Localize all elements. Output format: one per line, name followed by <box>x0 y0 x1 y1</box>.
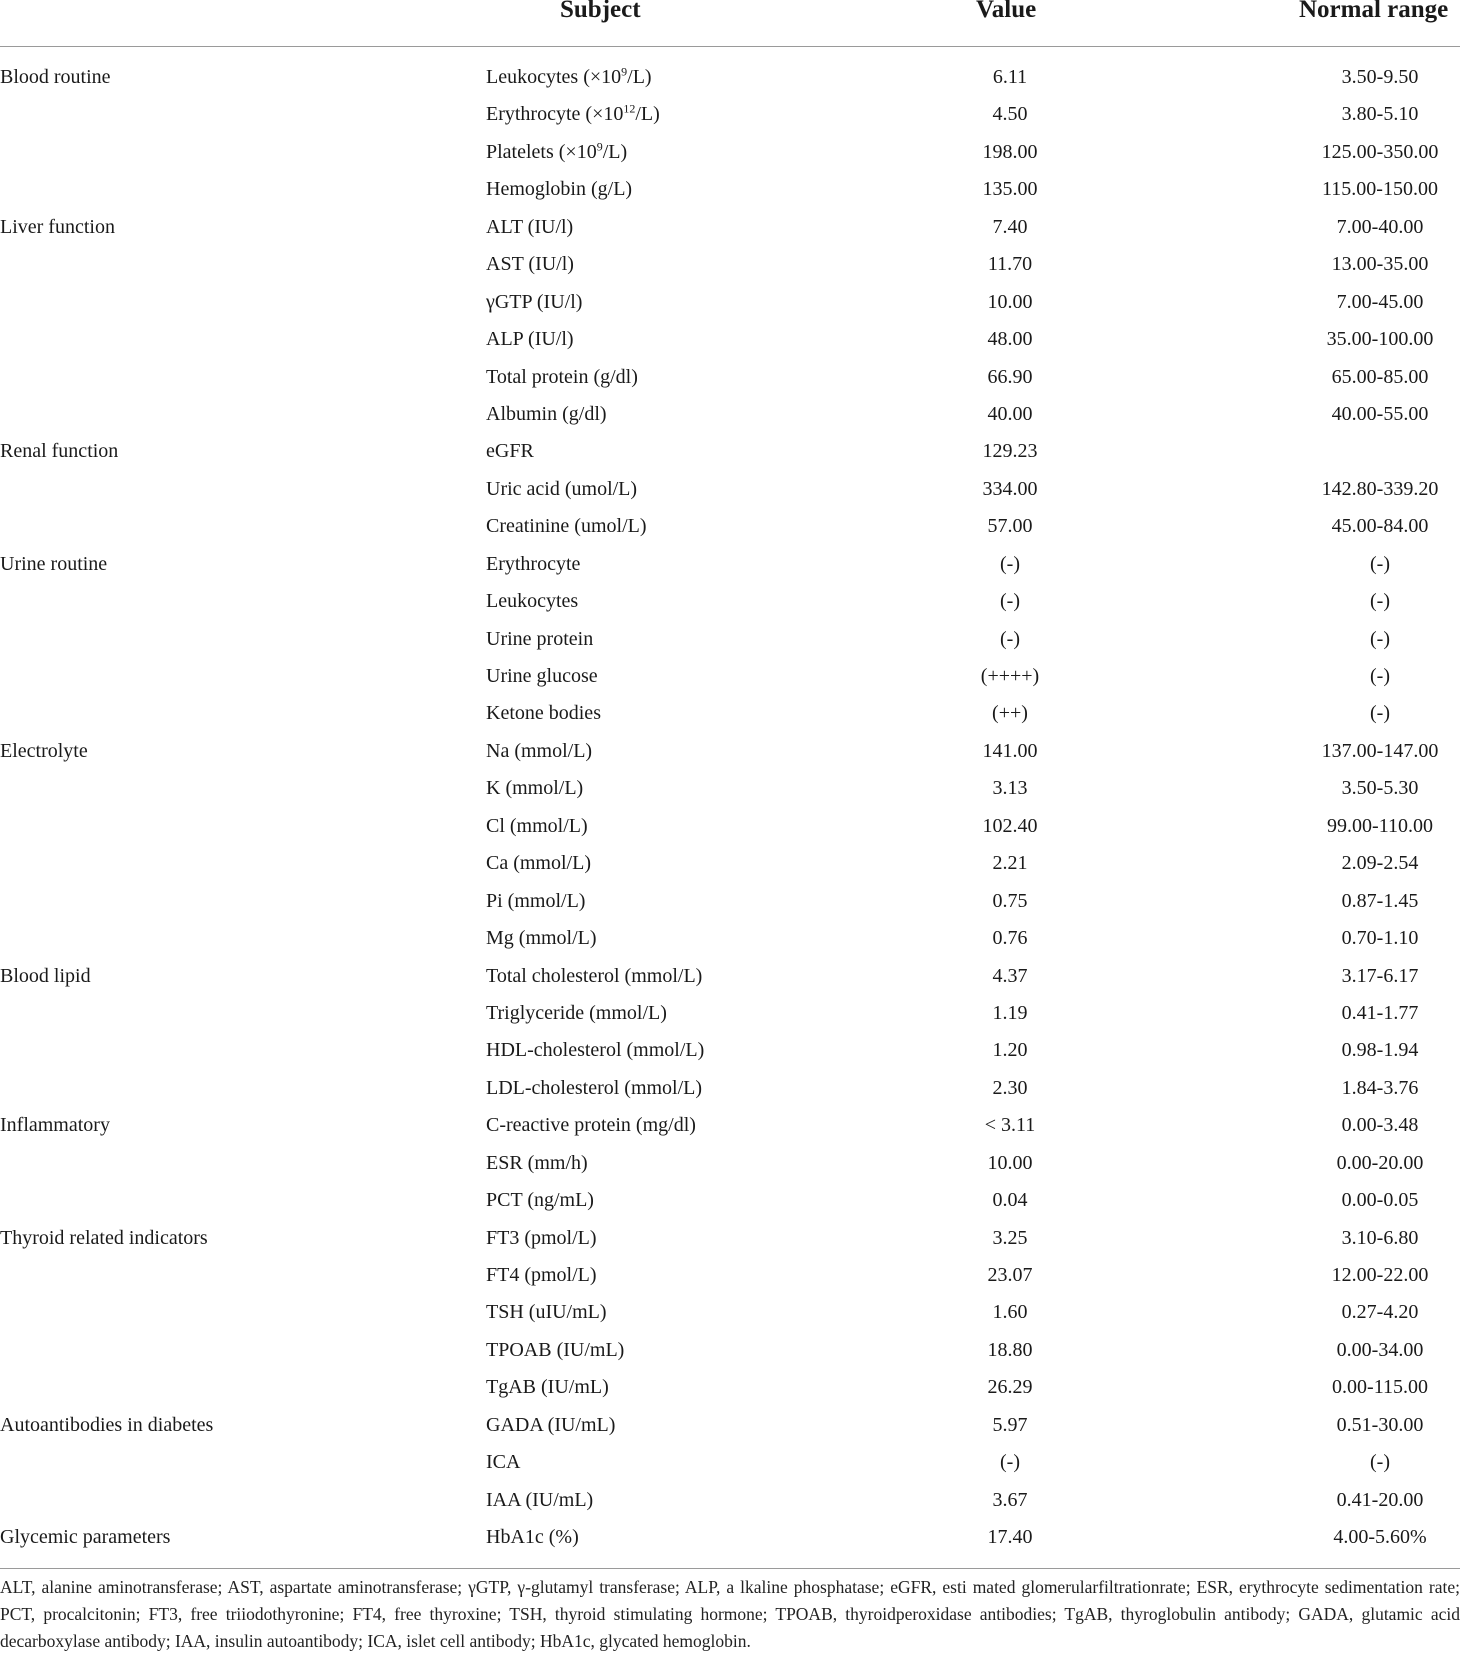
table-row <box>0 1220 1460 1257</box>
row-subject-unit-tail: /L) <box>635 103 660 126</box>
row-subject <box>486 808 588 845</box>
row-value: 1.19 <box>992 1001 1028 1024</box>
row-normal-range: 4.00-5.60% <box>1333 1526 1427 1549</box>
row-normal-range: 0.00-20.00 <box>1336 1151 1424 1174</box>
row-subject-text: C-reactive protein (mg/dl) <box>486 1114 696 1137</box>
row-subject <box>486 284 582 321</box>
table-row <box>0 96 1460 133</box>
row-subject <box>486 1145 588 1182</box>
table-row <box>0 396 1460 433</box>
header-normal-range: Normal range <box>1299 0 1449 23</box>
row-subject-text: Pi (mmol/L) <box>486 889 586 912</box>
table-row <box>0 1519 1460 1556</box>
row-subject <box>486 321 574 358</box>
header-subject: Subject <box>560 0 641 23</box>
table-header <box>0 0 1460 47</box>
row-subject-text: FT3 (pmol/L) <box>486 1226 597 1249</box>
row-subject <box>486 658 598 695</box>
table-row <box>0 1145 1460 1182</box>
row-normal-range: 115.00-150.00 <box>1322 178 1438 201</box>
row-normal-range: 2.09-2.54 <box>1341 852 1419 875</box>
row-category: Thyroid related indicators <box>0 1226 208 1249</box>
table-row <box>0 1182 1460 1219</box>
row-subject-text: Urine glucose <box>486 665 598 687</box>
row-value: (++) <box>992 702 1028 725</box>
table-row <box>0 59 1460 96</box>
row-subject <box>486 845 591 882</box>
row-normal-range: 142.80-339.20 <box>1321 477 1439 500</box>
row-subject-text: TSH (uIU/mL) <box>486 1301 607 1324</box>
row-value: (-) <box>1000 1451 1020 1474</box>
table-row <box>0 433 1460 470</box>
row-category: Renal function <box>0 440 119 463</box>
row-normal-range: 125.00-350.00 <box>1321 140 1439 163</box>
table-row <box>0 209 1460 246</box>
row-value: 0.04 <box>992 1189 1028 1212</box>
row-normal-range: 0.51-30.00 <box>1336 1413 1424 1436</box>
row-subject-unit-tail: /L) <box>627 66 652 88</box>
row-value: 0.75 <box>992 889 1028 912</box>
table-row <box>0 1294 1460 1331</box>
row-normal-range: 0.00-3.48 <box>1341 1114 1419 1137</box>
row-value: 334.00 <box>982 477 1038 500</box>
row-normal-range: 3.17-6.17 <box>1341 964 1419 987</box>
row-subject-text: Urine protein <box>486 627 594 650</box>
table-row <box>0 1107 1460 1144</box>
table-row <box>0 471 1460 508</box>
row-subject-text: LDL-cholesterol (mmol/L) <box>486 1076 703 1099</box>
table-row <box>0 920 1460 957</box>
table-row <box>0 1369 1460 1406</box>
row-subject-text: Albumin (g/dl) <box>486 402 607 425</box>
table-row <box>0 621 1460 658</box>
row-value: 4.37 <box>992 964 1028 987</box>
table-row <box>0 134 1460 171</box>
table-row <box>0 883 1460 920</box>
table-row <box>0 246 1460 283</box>
row-subject <box>486 621 593 658</box>
row-subject-text: Erythrocyte (×10 <box>486 103 624 126</box>
row-subject <box>486 1294 607 1331</box>
row-subject <box>486 1257 597 1294</box>
row-normal-range: 3.50-5.30 <box>1341 777 1419 800</box>
row-normal-range: 99.00-110.00 <box>1327 814 1433 837</box>
table-row <box>0 808 1460 845</box>
table-row <box>0 284 1460 321</box>
table-footnote: ALT, alanine aminotransferase; AST, aspartate aminotransferase; γGTP, γ-glutamyl transferase; ALP, a lkaline phosphatase; eGFR, esti mated glomerularfiltrationrate; ESR, erythrocyte sedimentation rate; PCT, procalcitonin; FT3, free triiodothyronine; FT4, free thyroxine; TSH, thyroid stimulating hormone; TPOAB, thyroidperoxidase antibodies; TgAB, thyroglobulin antibody; GADA, glutamic acid decarboxylase antibody; IAA, insulin autoantibody; ICA, islet cell antibody; HbA1c, glycated hemoglobin. <box>0 1577 1460 1651</box>
row-subject <box>486 583 578 620</box>
table-row <box>0 658 1460 695</box>
row-subject-text: Uric acid (umol/L) <box>486 477 638 500</box>
table-row <box>0 1070 1460 1107</box>
row-subject-text: Total protein (g/dl) <box>486 365 638 388</box>
row-normal-range: 0.27-4.20 <box>1341 1301 1419 1324</box>
row-subject-text: Hemoglobin (g/L) <box>486 178 633 201</box>
row-normal-range: 65.00-85.00 <box>1331 365 1429 388</box>
row-subject-text: Leukocytes <box>486 590 579 613</box>
row-subject-text: IAA (IU/mL) <box>486 1488 594 1511</box>
row-normal-range: 35.00-100.00 <box>1326 328 1434 351</box>
row-subject <box>486 1332 624 1369</box>
table-row <box>0 508 1460 545</box>
table-row <box>0 1482 1460 1519</box>
row-subject-unit-tail: /L) <box>602 140 628 163</box>
row-subject <box>486 1519 579 1556</box>
row-value: (-) <box>1000 590 1020 613</box>
row-subject-text: HbA1c (%) <box>486 1526 579 1549</box>
table-row <box>0 1257 1460 1294</box>
row-normal-range: (-) <box>1370 665 1390 687</box>
row-subject-text: FT4 (pmol/L) <box>486 1264 597 1286</box>
row-normal-range: 0.41-1.77 <box>1341 1001 1419 1024</box>
row-subject-text: ICA <box>486 1451 521 1474</box>
row-normal-range: 0.70-1.10 <box>1341 927 1419 950</box>
row-normal-range: 0.00-0.05 <box>1341 1189 1419 1212</box>
row-subject-text: Erythrocyte <box>486 552 581 575</box>
row-subject <box>486 546 580 583</box>
row-category: Electrolyte <box>0 739 88 762</box>
row-subject-text: Cl (mmol/L) <box>486 814 588 837</box>
row-subject-text: eGFR <box>486 440 534 463</box>
row-subject <box>486 171 632 208</box>
row-normal-range: 0.00-115.00 <box>1332 1376 1428 1399</box>
row-value: (-) <box>1000 552 1020 575</box>
row-subject <box>486 733 592 770</box>
row-subject-text: ALT (IU/l) <box>486 215 574 238</box>
table-row <box>0 995 1460 1032</box>
row-normal-range: 3.80-5.10 <box>1341 103 1419 126</box>
row-subject <box>486 1220 597 1257</box>
row-normal-range: (-) <box>1370 552 1390 575</box>
row-subject <box>486 1032 704 1069</box>
row-value: 141.00 <box>982 739 1038 762</box>
table-row <box>0 1407 1460 1444</box>
row-value: 10.00 <box>987 1151 1033 1174</box>
row-subject <box>486 1070 702 1107</box>
row-subject-text: GADA (IU/mL) <box>486 1413 616 1436</box>
row-subject-text: Total cholesterol (mmol/L) <box>486 964 703 987</box>
row-value: (++++) <box>980 665 1040 687</box>
row-value: 3.67 <box>992 1488 1028 1511</box>
row-value: 18.80 <box>987 1338 1033 1361</box>
row-subject <box>486 883 585 920</box>
row-subject-text: γGTP (IU/l) <box>486 290 583 313</box>
row-subject-exponent: 9 <box>621 64 628 79</box>
row-normal-range: 13.00-35.00 <box>1331 253 1429 276</box>
row-subject <box>486 1182 594 1219</box>
row-subject-text: Na (mmol/L) <box>486 739 593 762</box>
row-subject-text: ESR (mm/h) <box>486 1151 588 1174</box>
row-normal-range: 7.00-40.00 <box>1336 215 1424 238</box>
row-value: (-) <box>1000 627 1020 650</box>
row-subject-exponent: 12 <box>623 101 636 116</box>
row-value: 1.60 <box>992 1301 1028 1324</box>
row-normal-range: 40.00-55.00 <box>1331 402 1429 425</box>
row-category: Urine routine <box>0 552 108 575</box>
row-subject <box>486 134 627 171</box>
row-subject-text: AST (IU/l) <box>486 253 574 276</box>
row-subject <box>486 1482 593 1519</box>
row-value: 3.25 <box>992 1226 1028 1249</box>
row-value: 2.21 <box>992 852 1028 875</box>
row-normal-range: (-) <box>1370 702 1390 725</box>
row-value: 3.13 <box>992 777 1028 800</box>
row-value: 7.40 <box>992 215 1028 238</box>
row-subject <box>486 1407 615 1444</box>
table-body <box>0 59 1460 1557</box>
row-subject <box>486 246 574 283</box>
row-normal-range: (-) <box>1370 1451 1390 1474</box>
row-value: 40.00 <box>987 402 1033 425</box>
row-value: 102.40 <box>982 814 1038 837</box>
row-value: < 3.11 <box>984 1114 1036 1137</box>
row-value: 10.00 <box>987 290 1033 313</box>
row-normal-range: 3.50-9.50 <box>1341 66 1419 88</box>
row-subject-text: Leukocytes (×10 <box>486 66 622 88</box>
row-value: 11.70 <box>987 253 1033 276</box>
row-value: 66.90 <box>987 365 1033 388</box>
row-subject-text: HDL-cholesterol (mmol/L) <box>486 1039 705 1062</box>
row-normal-range: 0.98-1.94 <box>1341 1039 1419 1062</box>
row-subject <box>486 396 607 433</box>
row-category: Liver function <box>0 215 115 238</box>
row-subject-text: TgAB (IU/mL) <box>486 1376 609 1399</box>
row-subject-text: ALP (IU/l) <box>486 328 574 351</box>
row-category: Inflammatory <box>0 1114 110 1137</box>
table-row <box>0 359 1460 396</box>
row-category: Blood lipid <box>0 964 91 987</box>
row-value: 1.20 <box>992 1039 1028 1062</box>
row-normal-range: 1.84-3.76 <box>1341 1076 1419 1099</box>
row-subject <box>486 96 660 133</box>
table-row <box>0 770 1460 807</box>
row-normal-range: (-) <box>1370 627 1390 650</box>
row-subject-text: Ca (mmol/L) <box>486 852 591 875</box>
row-normal-range: 45.00-84.00 <box>1331 515 1429 538</box>
row-subject-exponent: 9 <box>596 139 603 154</box>
row-subject-text: TPOAB (IU/mL) <box>486 1338 625 1361</box>
table-row <box>0 695 1460 732</box>
row-subject-text: Platelets (×10 <box>486 140 597 163</box>
row-value: 5.97 <box>992 1413 1028 1436</box>
table-row <box>0 1032 1460 1069</box>
row-subject <box>486 1107 696 1144</box>
row-value: 198.00 <box>982 140 1038 163</box>
table-row <box>0 1332 1460 1369</box>
row-subject <box>486 1369 609 1406</box>
table-row <box>0 546 1460 583</box>
header-value: Value <box>976 0 1037 23</box>
row-subject <box>486 995 667 1032</box>
row-category: Autoantibodies in diabetes <box>0 1413 214 1436</box>
row-subject <box>486 958 702 995</box>
row-subject <box>486 920 597 957</box>
row-normal-range: 0.00-34.00 <box>1336 1338 1424 1361</box>
row-category: Blood routine <box>0 66 111 88</box>
row-subject <box>486 359 638 396</box>
row-value: 4.50 <box>992 103 1028 126</box>
row-category: Glycemic parameters <box>0 1526 171 1549</box>
table-row <box>0 958 1460 995</box>
table-row <box>0 321 1460 358</box>
row-value: 17.40 <box>987 1526 1033 1549</box>
row-value: 26.29 <box>987 1376 1033 1399</box>
row-normal-range: 137.00-147.00 <box>1321 739 1439 762</box>
row-value: 129.23 <box>982 440 1038 463</box>
row-subject-text: Ketone bodies <box>486 702 601 725</box>
row-subject <box>486 471 637 508</box>
row-normal-range: 12.00-22.00 <box>1331 1264 1429 1286</box>
row-subject-text: Mg (mmol/L) <box>486 927 597 950</box>
table-row <box>0 583 1460 620</box>
row-subject <box>486 770 583 807</box>
table-row <box>0 171 1460 208</box>
row-subject-text: PCT (ng/mL) <box>486 1189 594 1212</box>
row-subject-text: Creatinine (umol/L) <box>486 515 647 538</box>
row-subject <box>486 508 647 545</box>
row-subject <box>486 59 652 96</box>
row-subject <box>486 1444 520 1481</box>
row-subject <box>486 695 601 732</box>
row-value: 135.00 <box>982 178 1038 201</box>
row-normal-range: 3.10-6.80 <box>1341 1226 1419 1249</box>
row-normal-range: 0.87-1.45 <box>1341 889 1419 912</box>
table-row <box>0 733 1460 770</box>
row-value: 48.00 <box>987 328 1033 351</box>
row-value: 0.76 <box>992 927 1028 950</box>
row-normal-range: 0.41-20.00 <box>1336 1488 1424 1511</box>
row-value: 6.11 <box>992 66 1028 88</box>
row-value: 57.00 <box>987 515 1033 538</box>
row-normal-range: (-) <box>1370 590 1390 613</box>
table-row <box>0 1444 1460 1481</box>
row-subject <box>486 209 573 246</box>
row-value: 2.30 <box>992 1076 1028 1099</box>
table-row <box>0 845 1460 882</box>
row-subject-text: Triglyceride (mmol/L) <box>486 1001 667 1024</box>
row-value: 23.07 <box>987 1264 1033 1286</box>
row-subject-text: K (mmol/L) <box>486 777 584 800</box>
row-subject <box>486 433 534 470</box>
table-bottom-rule <box>0 1568 1460 1569</box>
row-normal-range: 7.00-45.00 <box>1336 290 1424 313</box>
